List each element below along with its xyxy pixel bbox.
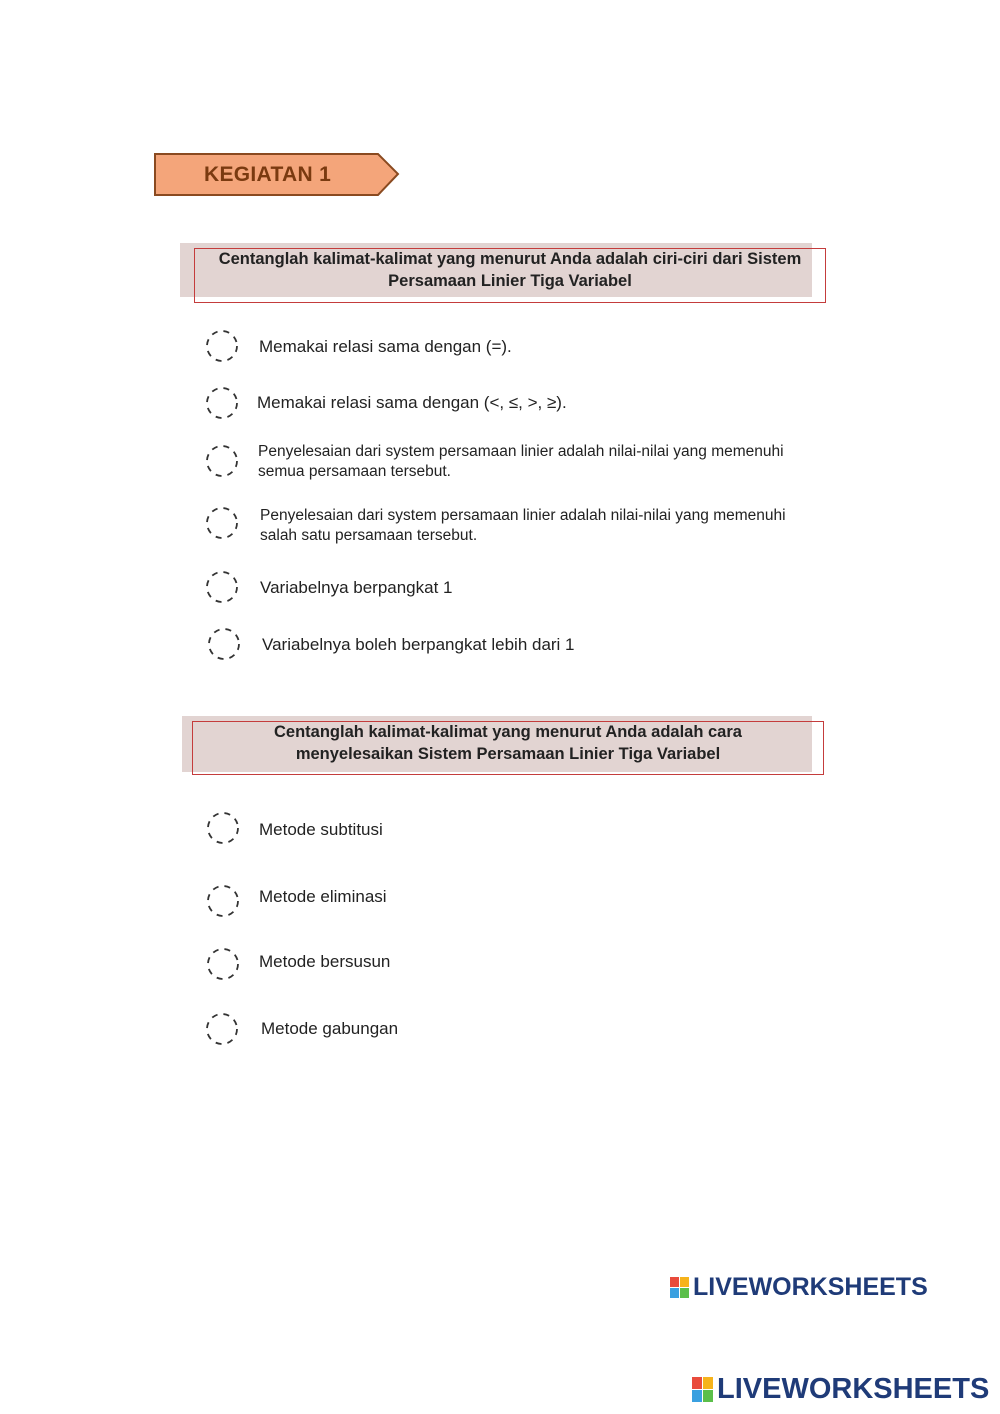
option-label: Metode subtitusi — [259, 820, 383, 839]
option-label: Penyelesaian dari system persamaan linier adalah nilai-nilai yang memenuhi semua persamaan tersebut. — [258, 443, 784, 480]
option-checkbox[interactable] — [204, 385, 824, 425]
instruction-box-1 — [180, 243, 826, 305]
option-checkbox[interactable] — [204, 443, 824, 483]
option-checkbox[interactable] — [204, 505, 824, 545]
dotted-circle-icon[interactable] — [205, 810, 241, 846]
dotted-circle-icon[interactable] — [204, 569, 240, 605]
option-label: Memakai relasi sama dengan (<, ≤, >, ≥). — [257, 393, 567, 412]
dotted-circle-icon[interactable] — [204, 505, 240, 541]
dotted-circle-icon[interactable] — [204, 1011, 240, 1047]
instruction-box-2 — [182, 716, 824, 778]
option-checkbox[interactable] — [205, 946, 825, 986]
option-label: Memakai relasi sama dengan (=). — [259, 337, 512, 356]
option-checkbox[interactable] — [206, 626, 826, 666]
liveworksheets-logo-icon — [692, 1377, 714, 1403]
option-checkbox[interactable] — [205, 883, 825, 923]
brand-watermark-footer — [692, 1373, 989, 1406]
option-label: Metode bersusun — [259, 952, 391, 971]
dotted-circle-icon[interactable] — [204, 385, 240, 421]
activity-tag-label: KEGIATAN 1 — [204, 163, 332, 186]
option-label: Penyelesaian dari system persamaan linier adalah nilai-nilai yang memenuhi salah satu persamaan tersebut. — [260, 507, 786, 544]
option-checkbox[interactable] — [205, 810, 825, 850]
brand-name: LIVEWORKSHEETS — [693, 1273, 928, 1301]
option-label: Variabelnya boleh berpangkat lebih dari 1 — [262, 635, 575, 654]
option-label: Metode eliminasi — [259, 887, 387, 906]
dotted-circle-icon[interactable] — [205, 883, 241, 919]
option-checkbox[interactable] — [204, 328, 824, 368]
activity-tag — [152, 150, 402, 200]
brand-name: LIVEWORKSHEETS — [717, 1373, 990, 1405]
brand-watermark-inner — [670, 1273, 928, 1302]
instruction-text-1: Centanglah kalimat-kalimat yang menurut Anda adalah ciri-ciri dari Sistem Persamaan Linier Tiga Variabel — [218, 250, 802, 290]
liveworksheets-logo-icon — [670, 1277, 690, 1299]
option-label: Variabelnya berpangkat 1 — [260, 578, 453, 597]
option-label: Metode gabungan — [261, 1019, 399, 1038]
instruction-text-2: Centanglah kalimat-kalimat yang menurut Anda adalah cara menyelesaikan Sistem Persamaan Linier Tiga Variabel — [274, 723, 742, 763]
option-checkbox[interactable] — [204, 569, 824, 609]
dotted-circle-icon[interactable] — [204, 328, 240, 364]
option-checkbox[interactable] — [204, 1011, 824, 1051]
dotted-circle-icon[interactable] — [204, 443, 240, 479]
dotted-circle-icon[interactable] — [206, 626, 242, 662]
dotted-circle-icon[interactable] — [205, 946, 241, 982]
